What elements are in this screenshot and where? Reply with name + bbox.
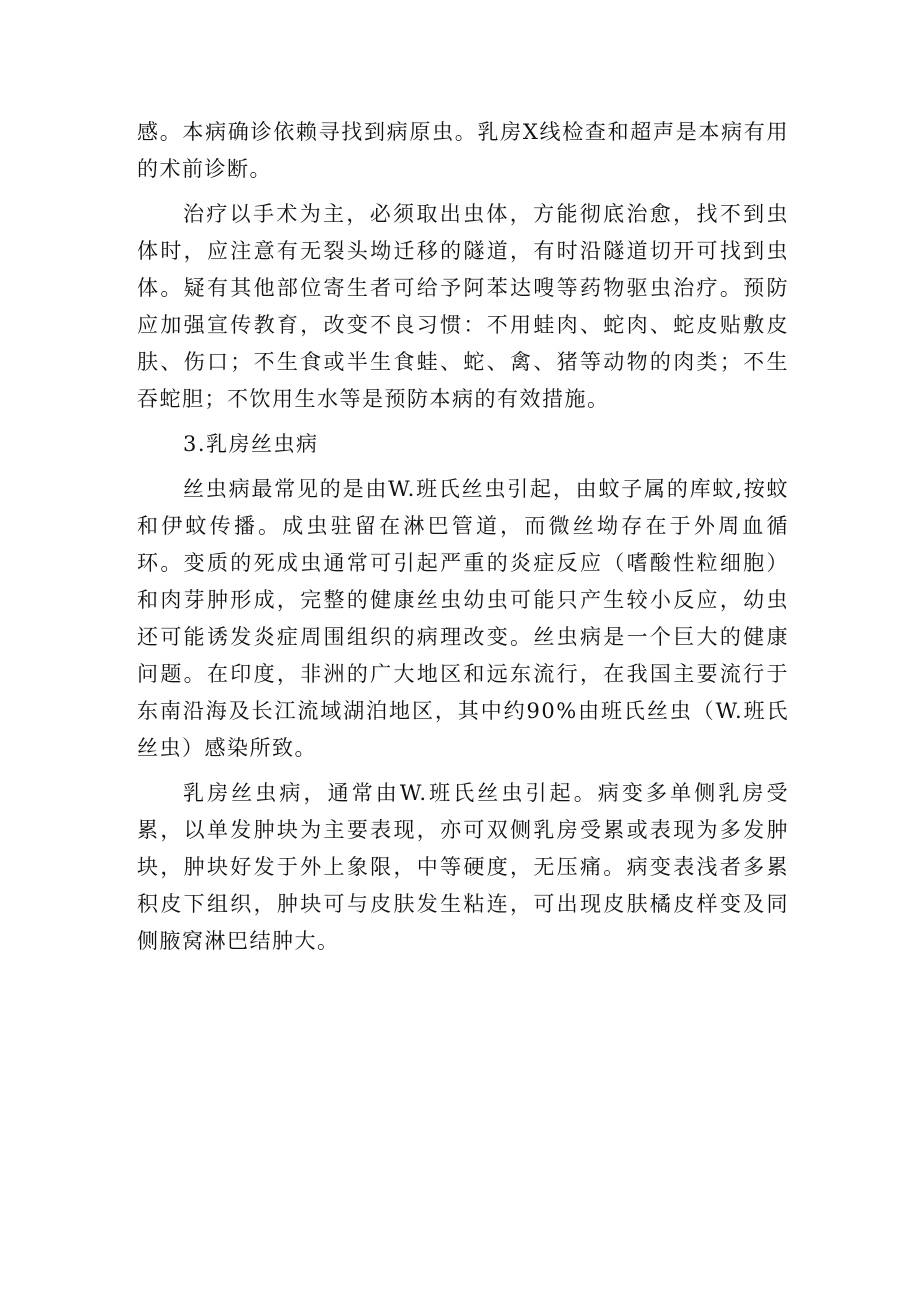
section-heading-filariasis: 3.乳房丝虫病 [183, 432, 319, 456]
body-text [137, 114, 789, 960]
paragraph-diagnosis: 感。本病确诊依赖寻找到病原虫。乳房X线检查和超声是本病有用的术前诊断。 [137, 120, 789, 181]
paragraph-treatment: 治疗以手术为主，必须取出虫体，方能彻底治愈，找不到虫体时，应注意有无裂头坳迁移的隧道，有时沿隧道切开可找到虫体。疑有其他部位寄生者可给予阿苯达嗖等药物驱虫治疗。预防应加强宣传教育，改变不良习惯：不用蛙肉、蛇肉、蛇皮贴敷皮肤、伤口；不生食或半生食蛙、蛇、禽、猪等动物的肉类；不生吞蛇胆；不饮用生水等是预防本病的有效措施。 [137, 202, 789, 411]
paragraph-filariasis-overview: 丝虫病最常见的是由W.班氏丝虫引起，由蚊子属的库蚊,按蚊和伊蚊传播。成虫驻留在淋巴管道，而微丝坳存在于外周血循环。变质的死成虫通常可引起严重的炎症反应（嗜酸性粒细胞）和肉芽肿形成，完整的健康丝虫幼虫可能只产生较小反应，幼虫还可能诱发炎症周围组织的病理改变。丝虫病是一个巨大的健康问题。在印度，非洲的广大地区和远东流行，在我国主要流行于东南沿海及长江流域湖泊地区，其中约90%由班氏丝虫（W.班氏丝虫）感染所致。 [137, 477, 789, 760]
paragraph-breast-filariasis: 乳房丝虫病，通常由W.班氏丝虫引起。病变多单侧乳房受累，以单发肿块为主要表现，亦可双侧乳房受累或表现为多发肿块，肿块好发于外上象限，中等硬度，无压痛。病变表浅者多累积皮下组织，肿块可与皮肤发生粘连，可出现皮肤橘皮样变及同侧腋窝淋巴结肿大。 [137, 781, 789, 953]
